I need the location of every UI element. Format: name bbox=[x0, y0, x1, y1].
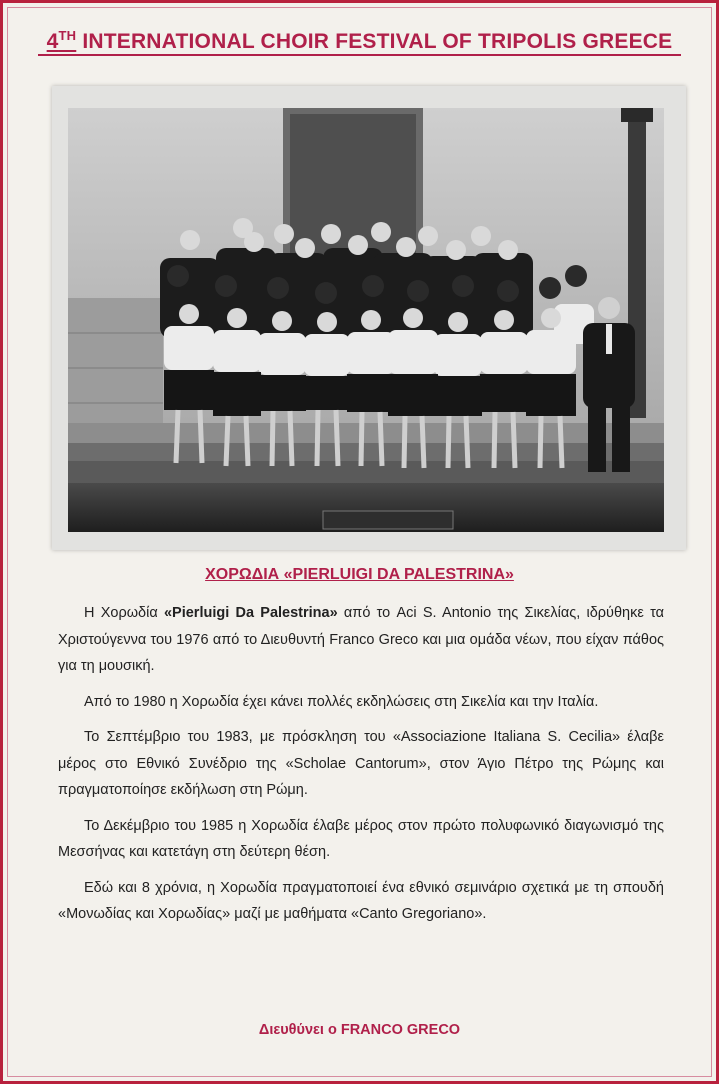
choir-photo bbox=[68, 108, 664, 532]
paragraph-1980: Από το 1980 η Χορωδία έχει κάνει πολλές εκδηλώσεις στη Σικελία και την Ιταλία. bbox=[84, 693, 599, 710]
choir-photo-image bbox=[68, 108, 664, 532]
festival-title: INTERNATIONAL CHOIR FESTIVAL OF TRIPOLIS GREECE bbox=[82, 30, 673, 53]
paragraph-1983: Το Σεπτέμβριο του 1983, με πρόσκληση του «Associazione Italiana S. Cecilia» έλαβε μέρος στο Εθνικό Συνέδριο της «Scholae Cantorum», στον Άγιο Πέτρο της Ρώμης και πραγματοποίησε εκδήλωση στη Ρώμη. bbox=[58, 729, 664, 798]
header-underline bbox=[38, 54, 681, 56]
festival-ordinal bbox=[47, 30, 77, 53]
festival-header bbox=[0, 28, 719, 54]
choir-title-text: ΧΟΡΩΔΙΑ «PIERLUIGI DA PALESTRINA» bbox=[205, 566, 514, 583]
ordinal-number: 4 bbox=[46, 30, 59, 53]
paragraph-1-post: από το Aci S. Antonio της Σικελίας, ιδρύθηκε τα Χριστούγεννα του 1976 από το Διευθυντή Franco Greco και μια ομάδα νέων, που είχαν πάθος για τη μουσική. bbox=[58, 605, 664, 674]
paragraph-seminar: Εδώ και 8 χρόνια, η Χορωδία πραγματοποιεί ένα εθνικό σεμινάριο σχετικά με τη σπουδή «Μονωδίας και Χορωδίας» μαζί με μαθήματα «Canto Gregoriano». bbox=[58, 879, 664, 922]
choir-title bbox=[0, 566, 719, 584]
paragraph-founding bbox=[58, 600, 664, 680]
paragraph-1-pre: Η Χορωδία bbox=[84, 605, 164, 621]
article-body bbox=[58, 600, 664, 937]
choir-name-bold: «Pierluigi Da Palestrina» bbox=[163, 605, 338, 621]
ordinal-suffix: TH bbox=[58, 28, 77, 43]
director-credit: Διευθύνει ο FRANCO GRECO bbox=[258, 1022, 461, 1038]
paragraph-1985: Το Δεκέμβριο του 1985 η Χορωδία έλαβε μέρος στον πρώτο πολυφωνικό διαγωνισμό της Μεσσήνας και κατετάγη στη δεύτερη θέση. bbox=[58, 817, 664, 860]
